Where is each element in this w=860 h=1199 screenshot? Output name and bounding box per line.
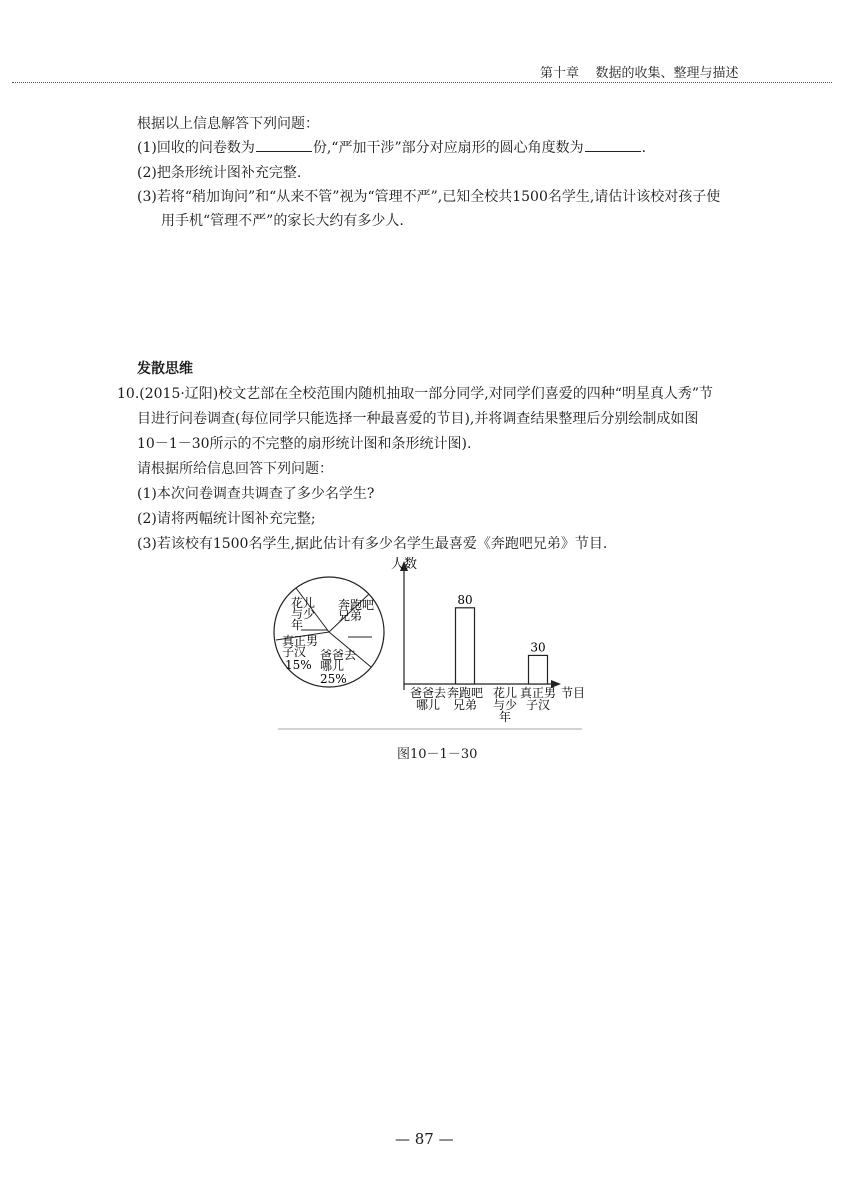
bar-value-label: 80 [457, 592, 473, 607]
q9-part1-c: . [641, 140, 647, 156]
bar [529, 655, 548, 684]
x-tick-label: 兄弟 [452, 698, 478, 712]
x-tick-label: 哪儿 [415, 698, 441, 712]
pie-slice-label: 真正男 [282, 634, 319, 648]
x-tick-label: 子汉 [525, 698, 551, 712]
x-tick-label: 真正男 [519, 686, 557, 700]
chapter-label: 第十章 [540, 66, 580, 81]
q10-sub3: (3)若该校有1500名学生,据此估计有多少名学生最喜爱《奔跑吧兄弟》节目. [137, 536, 608, 552]
q9-part3-line1: (3)若将“稍加询问”和“从来不管”视为“管理不严”,已知全校共1500名学生,请估计该校对孩子使 [137, 189, 721, 205]
chapter-title: 数据的收集、整理与描述 [595, 66, 739, 81]
q9-part1-b: 份,“严加干涉”部分对应扇形的圆心角度数为 [312, 140, 584, 156]
q10-sub1: (1)本次问卷调查共调查了多少名学生? [137, 486, 375, 502]
x-tick-label: 奔跑吧 [446, 686, 484, 700]
section-title: 发散思维 [137, 361, 193, 377]
x-axis-label: 节目 [561, 686, 586, 700]
q9-part1-a: (1)回收的问卷数为 [137, 140, 255, 156]
q10-line2: 目进行问卷调查(每位同学只能选择一种最喜爱的节目),并将调查结果整理后分别绘制成如图 [137, 411, 699, 427]
pie-slice-label: 爸爸去 [320, 648, 357, 662]
bar [456, 608, 475, 684]
bar-chart [391, 556, 585, 724]
pie-slice-label: 奔跑吧 [338, 598, 375, 612]
pie-slice-label: 与少 [291, 607, 316, 621]
pie-slice-label: 子汉 [282, 645, 307, 659]
x-tick-label: 年 [498, 710, 512, 724]
pie-slice-percent: 25% [320, 672, 347, 686]
pie-slice-label: 哪儿 [320, 659, 345, 673]
pie-chart [274, 577, 384, 687]
q10-line3: 10－1－30所示的不完整的扇形统计图和条形统计图). [137, 436, 472, 452]
x-tick-label: 爸爸去 [409, 686, 447, 700]
pie-slice-label: 兄弟 [338, 609, 363, 623]
pie-slice-label: 花儿 [291, 596, 316, 610]
pie-slice-percent: 15% [285, 658, 312, 672]
x-tick-label: 与少 [492, 698, 518, 712]
pie-slice-label: 年 [291, 618, 304, 632]
q9-intro: 根据以上信息解答下列问题： [137, 116, 319, 132]
q10-line1: 10.(2015·辽阳)校文艺部在全校范围内随机抽取一部分同学,对同学们喜爱的四种“明星真人秀”节 [117, 386, 714, 402]
q10-line4: 请根据所给信息回答下列问题： [137, 461, 333, 477]
q9-part3-line2: 用手机“管理不严”的家长大约有多少人. [161, 213, 404, 229]
y-axis-label: 人数 [391, 557, 418, 572]
q10-sub2: (2)请将两幅统计图补充完整; [137, 511, 316, 527]
x-tick-label: 花儿 [492, 686, 518, 700]
figure-caption: 图10－1－30 [397, 747, 478, 762]
bar-value-label: 30 [530, 640, 546, 655]
q9-part2: (2)把条形统计图补充完整. [137, 165, 302, 181]
page-number: — 87 — [395, 1130, 454, 1148]
